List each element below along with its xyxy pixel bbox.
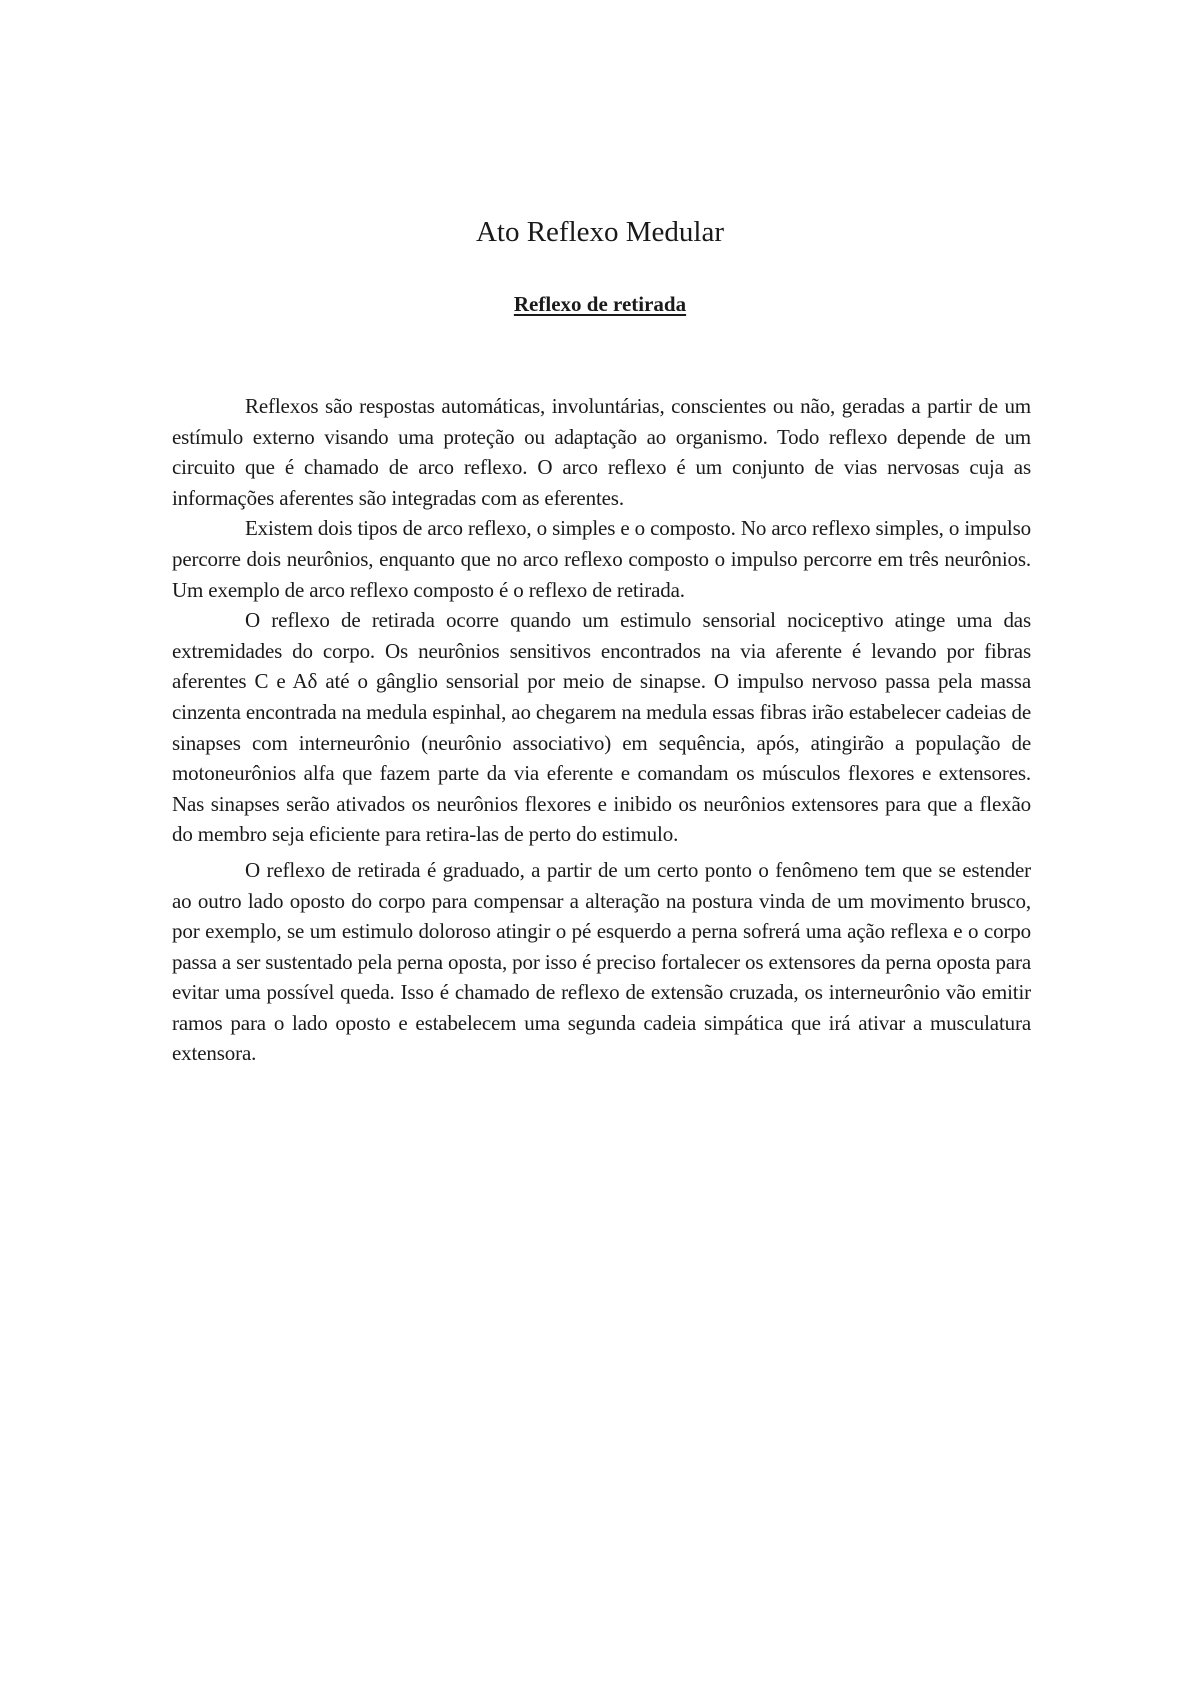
page-title: Ato Reflexo Medular: [475, 216, 725, 248]
paragraph-4: O reflexo de retirada é graduado, a partir de um certo ponto o fenômeno tem que se estender ao outro lado oposto do corpo para compensar a alteração na postura vinda de um movimento brusco, por exemplo, se um estimulo doloroso atingir o pé esquerdo a perna sofrerá uma ação reflexa e o corpo passa a ser sustentado pela perna oposta, por isso é preciso fortalecer os extensores da perna oposta para evitar uma possível queda. Isso é chamado de reflexo de extensão cruzada, os interneurônio vão emitir ramos para o lado oposto e estabelecem uma segunda cadeia simpática que irá ativar a musculatura extensora.: [172, 857, 1031, 1066]
page-subtitle: Reflexo de retirada: [513, 292, 687, 316]
paragraph-1: Reflexos são respostas automáticas, involuntárias, conscientes ou não, geradas a partir de um estímulo externo visando uma proteção ou adaptação ao organismo. Todo reflexo depende de um circuito que é chamado de arco reflexo. O arco reflexo é um conjunto de vias nervosas cuja as informações aferentes são integradas com as eferentes.: [172, 394, 1031, 510]
paragraph-3: O reflexo de retirada ocorre quando um estimulo sensorial nociceptivo atinge uma das extremidades do corpo. Os neurônios sensitivos encontrados na via aferente é levando por fibras aferentes C e Aδ até o gânglio sensorial por meio de sinapse. O impulso nervoso passa pela massa cinzenta encontrada na medula espinhal, ao chegarem na medula essas fibras irão estabelecer cadeias de sinapses com interneurônio (neurônio associativo) em sequência, após, atingirão a população de motoneurônios alfa que fazem parte da via eferente e comandam os músculos flexores e extensores. Nas sinapses serão ativados os neurônios flexores e inibido os neurônios extensores para que a flexão do membro seja eficiente para retira-las de perto do estimulo.: [172, 608, 1031, 847]
document-body: [172, 391, 1031, 1069]
paragraph-2: Existem dois tipos de arco reflexo, o simples e o composto. No arco reflexo simples, o impulso percorre dois neurônios, enquanto que no arco reflexo composto o impulso percorre em três neurônios. Um exemplo de arco reflexo composto é o reflexo de retirada.: [172, 516, 1031, 602]
